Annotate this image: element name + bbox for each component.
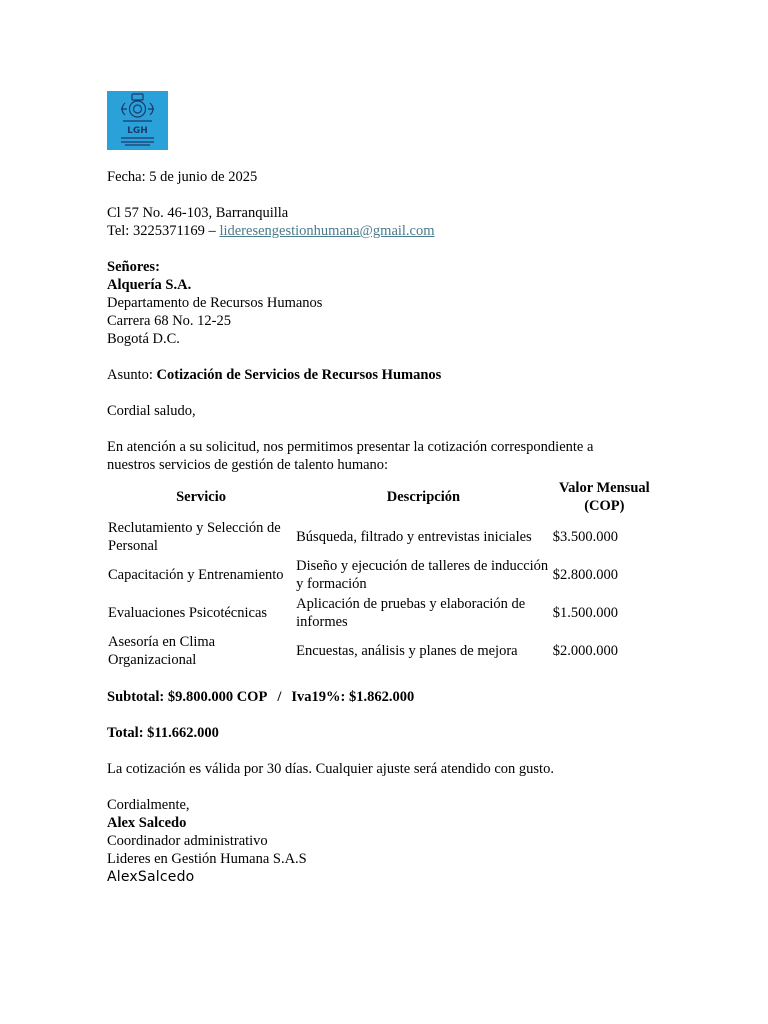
closing-farewell: Cordialmente, (107, 797, 190, 813)
cell-descripcion: Búsqueda, filtrado y entrevistas iniciales (296, 529, 532, 545)
cell-descripcion: Diseño y ejecución de talleres de inducción y formación (296, 558, 549, 592)
total-value: Total: $11.662.000 (107, 725, 219, 741)
services-table (107, 478, 657, 670)
greeting: Cordial saludo, (107, 403, 196, 419)
table-row (107, 556, 657, 594)
signer-role: Coordinador administrativo (107, 833, 268, 849)
cell-servicio: Evaluaciones Psicotécnicas (108, 605, 268, 621)
header-descripcion: Descripción (386, 489, 461, 505)
letter-date: Fecha: 5 de junio de 2025 (107, 169, 258, 185)
signer-name: Alex Salcedo (107, 815, 187, 831)
iva-value: Iva19%: $1.862.000 (291, 689, 415, 705)
sender-phone: Tel: 3225371169 – (107, 223, 220, 239)
cell-valor: $2.000.000 (552, 643, 618, 659)
company-logo (107, 91, 168, 150)
table-row (107, 518, 657, 556)
cell-descripcion: Encuestas, análisis y planes de mejora (296, 643, 518, 659)
recipient-company: Alquería S.A. (107, 277, 192, 293)
cell-valor: $1.500.000 (552, 605, 618, 621)
header-valor: Valor Mensual (COP) (559, 480, 650, 514)
subject-text: Cotización de Servicios de Recursos Humanos (156, 367, 442, 383)
subject-line (107, 366, 667, 384)
subtotal-value: Subtotal: $9.800.000 COP (107, 689, 268, 705)
header-servicio: Servicio (176, 489, 227, 505)
cell-servicio: Asesoría en Clima Organizacional (108, 634, 216, 668)
subject-label: Asunto: (107, 367, 157, 383)
table-header-row (107, 478, 657, 518)
sender-email-link[interactable]: lideresengestionhumana@gmail.com (219, 223, 435, 239)
table-row (107, 594, 657, 632)
recipient-salutation: Señores: (107, 259, 160, 275)
cell-servicio: Reclutamiento y Selección de Personal (108, 520, 281, 554)
intro-line-2: nuestros servicios de gestión de talento humano: (107, 457, 389, 473)
signer-company: Lideres en Gestión Humana S.A.S (107, 851, 307, 867)
intro-line-1: En atención a su solicitud, nos permitimos presentar la cotización correspondiente a (107, 439, 594, 455)
quotation-letter (107, 91, 667, 886)
cell-valor: $3.500.000 (552, 529, 618, 545)
recipient-city: Bogotá D.C. (107, 331, 180, 347)
sender-contact (107, 222, 667, 240)
subtotal-line (107, 688, 667, 706)
sender-address: Cl 57 No. 46-103, Barranquilla (107, 205, 289, 221)
svg-text:LGH: LGH (127, 126, 148, 136)
recipient-department: Departamento de Recursos Humanos (107, 295, 323, 311)
validity-note: La cotización es válida por 30 días. Cualquier ajuste será atendido con gusto. (107, 761, 554, 777)
recipient-address: Carrera 68 No. 12-25 (107, 313, 232, 329)
cell-valor: $2.800.000 (552, 567, 618, 583)
table-row (107, 632, 657, 670)
totals-separator: / (277, 689, 282, 705)
signature: AlexSalcedo (107, 869, 195, 885)
cell-descripcion: Aplicación de pruebas y elaboración de informes (296, 596, 526, 630)
cell-servicio: Capacitación y Entrenamiento (108, 567, 284, 583)
